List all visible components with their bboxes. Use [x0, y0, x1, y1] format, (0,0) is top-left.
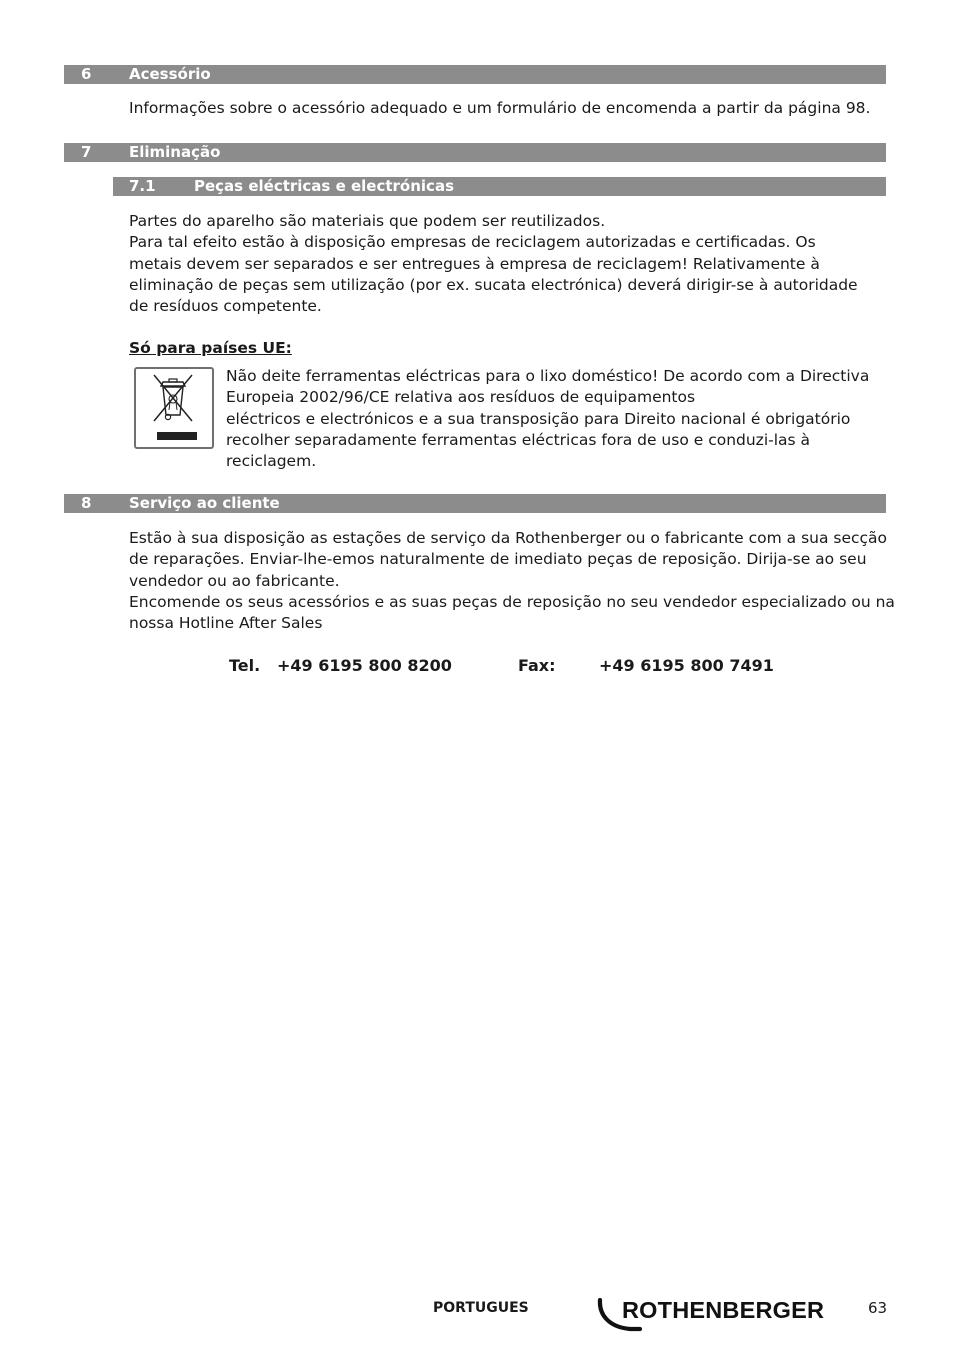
logo-wordmark: ROTHENBERGER — [622, 1297, 825, 1323]
section-7-1-header — [113, 177, 886, 196]
section-6-header — [64, 65, 886, 84]
text-line: eléctricos e electrónicos e a sua transposição para Direito nacional é obrigatório — [226, 409, 851, 428]
page-number: 63 — [868, 1299, 888, 1317]
text-line: Partes do aparelho são materiais que podem ser reutilizados. — [129, 212, 606, 230]
text-line: nossa Hotline After Sales — [129, 614, 323, 633]
text-line: Não deite ferramentas eléctricas para o lixo doméstico! De acordo com a Directiva — [226, 367, 870, 385]
crossed-out-wheelie-bin-icon — [134, 367, 214, 449]
text-line: Estão à sua disposição as estações de serviço da Rothenberger ou o fabricante com a sua secção — [129, 529, 888, 547]
section-7-1-number: 7.1 — [129, 177, 156, 195]
text-line: Para tal efeito estão à disposição empresas de reciclagem autorizadas e certificadas. Os — [129, 233, 816, 252]
fax-number: +49 6195 800 7491 — [599, 656, 774, 675]
section-8-number: 8 — [81, 494, 92, 512]
eu-disposal-text — [226, 366, 869, 472]
text-line: eliminação de peças sem utilização (por ex. sucata electrónica) deverá dirigir-se à autoridade — [129, 275, 858, 294]
text-line: Europeia 2002/96/CE relativa aos resíduos de equipamentos — [226, 388, 696, 407]
text-line: reciclagem. — [226, 452, 317, 471]
section-7-header — [64, 143, 886, 162]
text-line: de reparações. Enviar-lhe-emos naturalmente de imediato peças de reposição. Dirija-se ao seu — [129, 550, 867, 569]
text-line: de resíduos competente. — [129, 297, 322, 316]
section-7-title: Eliminação — [129, 143, 221, 161]
section-6-text: Informações sobre o acessório adequado e um formulário de encomenda a partir da página 98. — [129, 99, 871, 117]
section-8-header — [64, 494, 886, 513]
footer-language: PORTUGUES — [433, 1300, 529, 1316]
tel-label: Tel. — [229, 656, 261, 675]
section-6-title: Acessório — [129, 65, 211, 83]
text-line: vendedor ou ao fabricante. — [129, 571, 340, 590]
section-6-number: 6 — [81, 65, 92, 83]
text-line: Encomende os seus acessórios e as suas peças de reposição no seu vendedor especializado ou na — [129, 592, 895, 611]
section-7-number: 7 — [81, 143, 92, 161]
text-line: metais devem ser separados e ser entregues à empresa de reciclagem! Relativamente à — [129, 254, 820, 273]
fax-label: Fax: — [518, 656, 556, 675]
text-line: recolher separadamente ferramentas eléctricas fora de uso e conduzi-las à — [226, 430, 811, 449]
section-8-text — [129, 528, 895, 634]
section-7-1-text — [129, 211, 858, 317]
eu-only-heading: Só para países UE: — [129, 339, 292, 357]
section-8-title: Serviço ao cliente — [129, 494, 280, 512]
section-7-1-title: Peças eléctricas e electrónicas — [194, 177, 454, 195]
rothenberger-logo — [596, 1296, 836, 1332]
tel-number: +49 6195 800 8200 — [277, 656, 452, 675]
